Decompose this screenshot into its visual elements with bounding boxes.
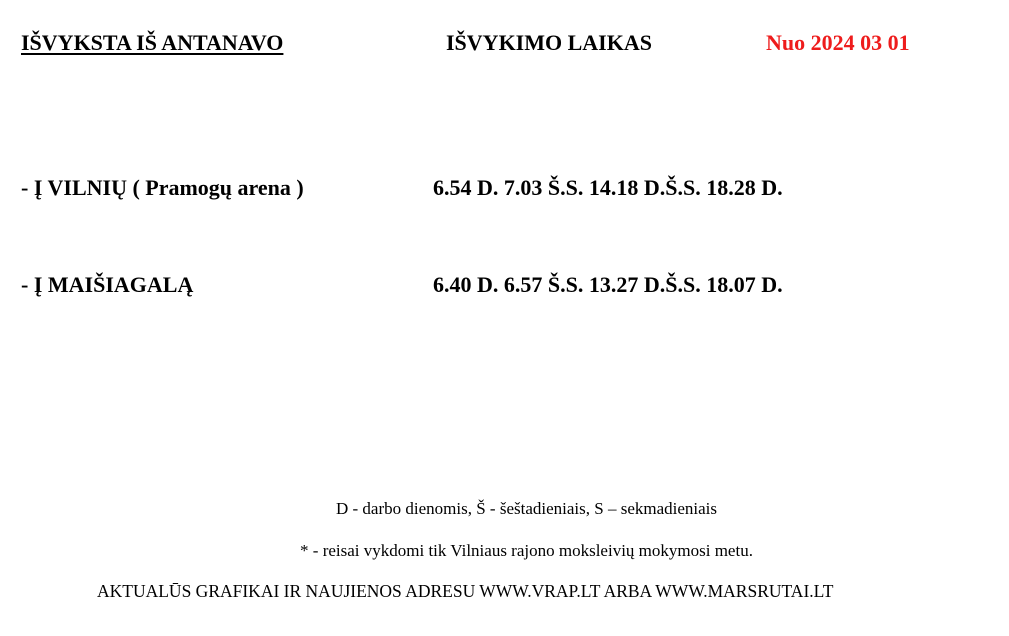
route-destination-maisiagala: - Į MAIŠIAGALĄ <box>21 272 194 297</box>
legend-note: D - darbo dienomis, Š - šeštadieniais, S – sekmadieniais <box>335 499 718 518</box>
valid-from-date: Nuo 2024 03 01 <box>766 30 910 55</box>
route-times-vilnius: 6.54 D. 7.03 Š.S. 14.18 D.Š.S. 18.28 D. <box>433 175 783 200</box>
school-only-note: * - reisai vykdomi tik Vilniaus rajono moksleivių mokymosi metu. <box>300 541 753 560</box>
route-times-maisiagala: 6.40 D. 6.57 Š.S. 13.27 D.Š.S. 18.07 D. <box>433 272 783 297</box>
page-title: IŠVYKSTA IŠ ANTANAVO <box>21 30 284 55</box>
departure-time-heading: IŠVYKIMO LAIKAS <box>446 30 652 55</box>
route-destination-vilnius: - Į VILNIŲ ( Pramogų arena ) <box>21 175 304 200</box>
website-links-note: AKTUALŪS GRAFIKAI IR NAUJIENOS ADRESU WWW.VRAP.LT ARBA WWW.MARSRUTAI.LT <box>97 581 834 601</box>
